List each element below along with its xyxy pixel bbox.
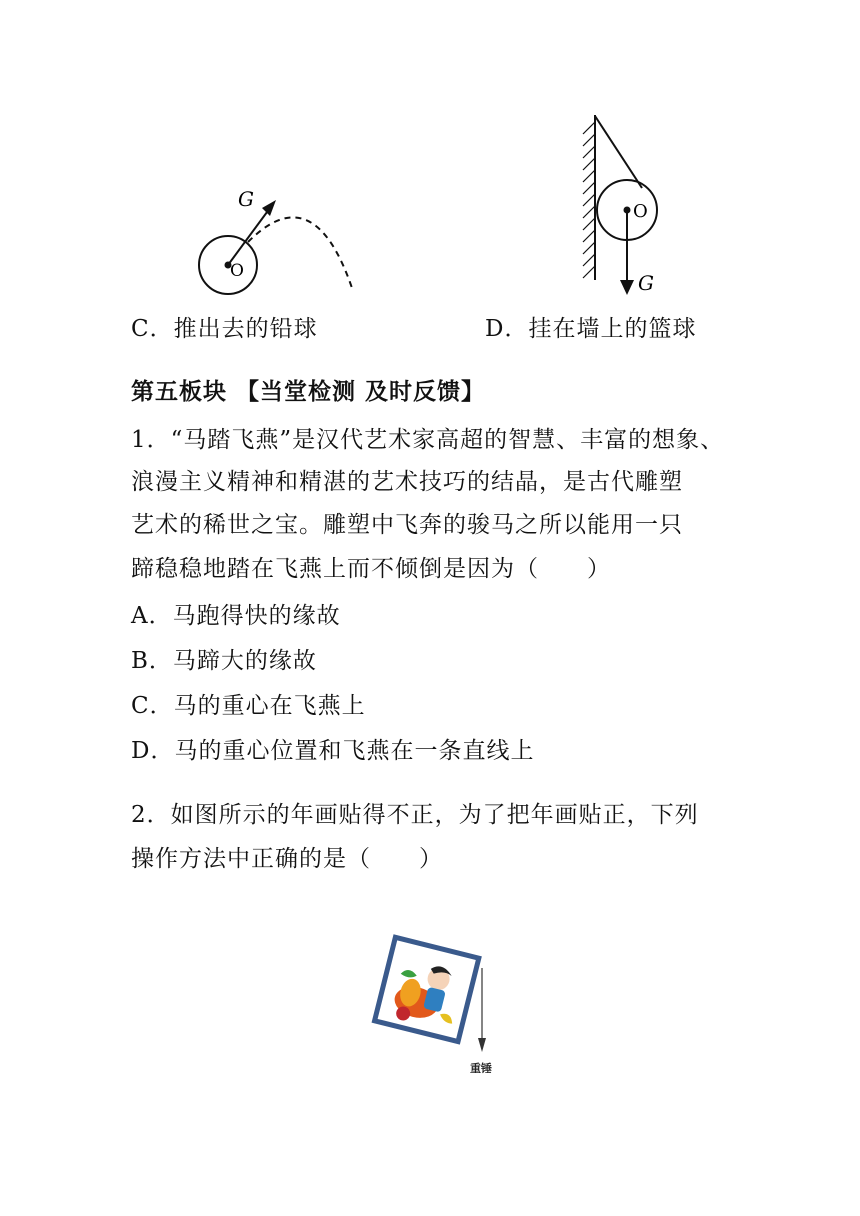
q2-line-2: 操作方法中正确的是（ ）: [131, 846, 443, 872]
figure-hanging-ball: [570, 110, 670, 300]
gravity-arrowhead: [620, 280, 634, 295]
q1-line-3: 艺术的稀世之宝。雕塑中飞奔的骏马之所以能用一只: [131, 512, 683, 538]
plumb-weight-icon: [478, 1038, 486, 1052]
q1-option-d: D．马的重心位置和飞燕在一条直线上: [131, 738, 535, 764]
label-o: O: [230, 261, 244, 281]
q1-line-1: 1．“马踏飞燕”是汉代艺术家高超的智慧、丰富的想象、: [131, 427, 725, 453]
q1-line-2: 浪漫主义精神和精湛的艺术技巧的结晶，是古代雕塑: [131, 469, 683, 495]
painting-frame: [375, 937, 479, 1041]
label-o: O: [633, 201, 648, 222]
q1-option-c: C．马的重心在飞燕上: [131, 693, 366, 719]
figure-shot-put: [190, 180, 370, 300]
section-title: 第五板块 【当堂检测 及时反馈】: [131, 378, 486, 405]
figure-tilted-painting: [370, 930, 510, 1080]
label-g: G: [238, 187, 254, 211]
q1-line-4: 蹄稳稳地踏在飞燕上而不倾倒是因为（ ）: [131, 556, 611, 582]
caption-c: C．推出去的铅球: [131, 316, 318, 342]
q1-option-a: A．马跑得快的缘故: [131, 603, 341, 629]
gravity-arrowhead: [262, 200, 276, 216]
wall-hatching: [583, 122, 595, 278]
caption-d: D．挂在墙上的篮球: [485, 316, 697, 342]
weight-label: 重锤: [470, 1062, 492, 1075]
rope: [595, 116, 642, 188]
trajectory-curve: [248, 217, 352, 288]
q2-line-1: 2．如图所示的年画贴得不正，为了把年画贴正，下列: [131, 802, 699, 828]
q1-option-b: B．马蹄大的缘故: [131, 648, 317, 674]
label-g: G: [638, 271, 654, 295]
